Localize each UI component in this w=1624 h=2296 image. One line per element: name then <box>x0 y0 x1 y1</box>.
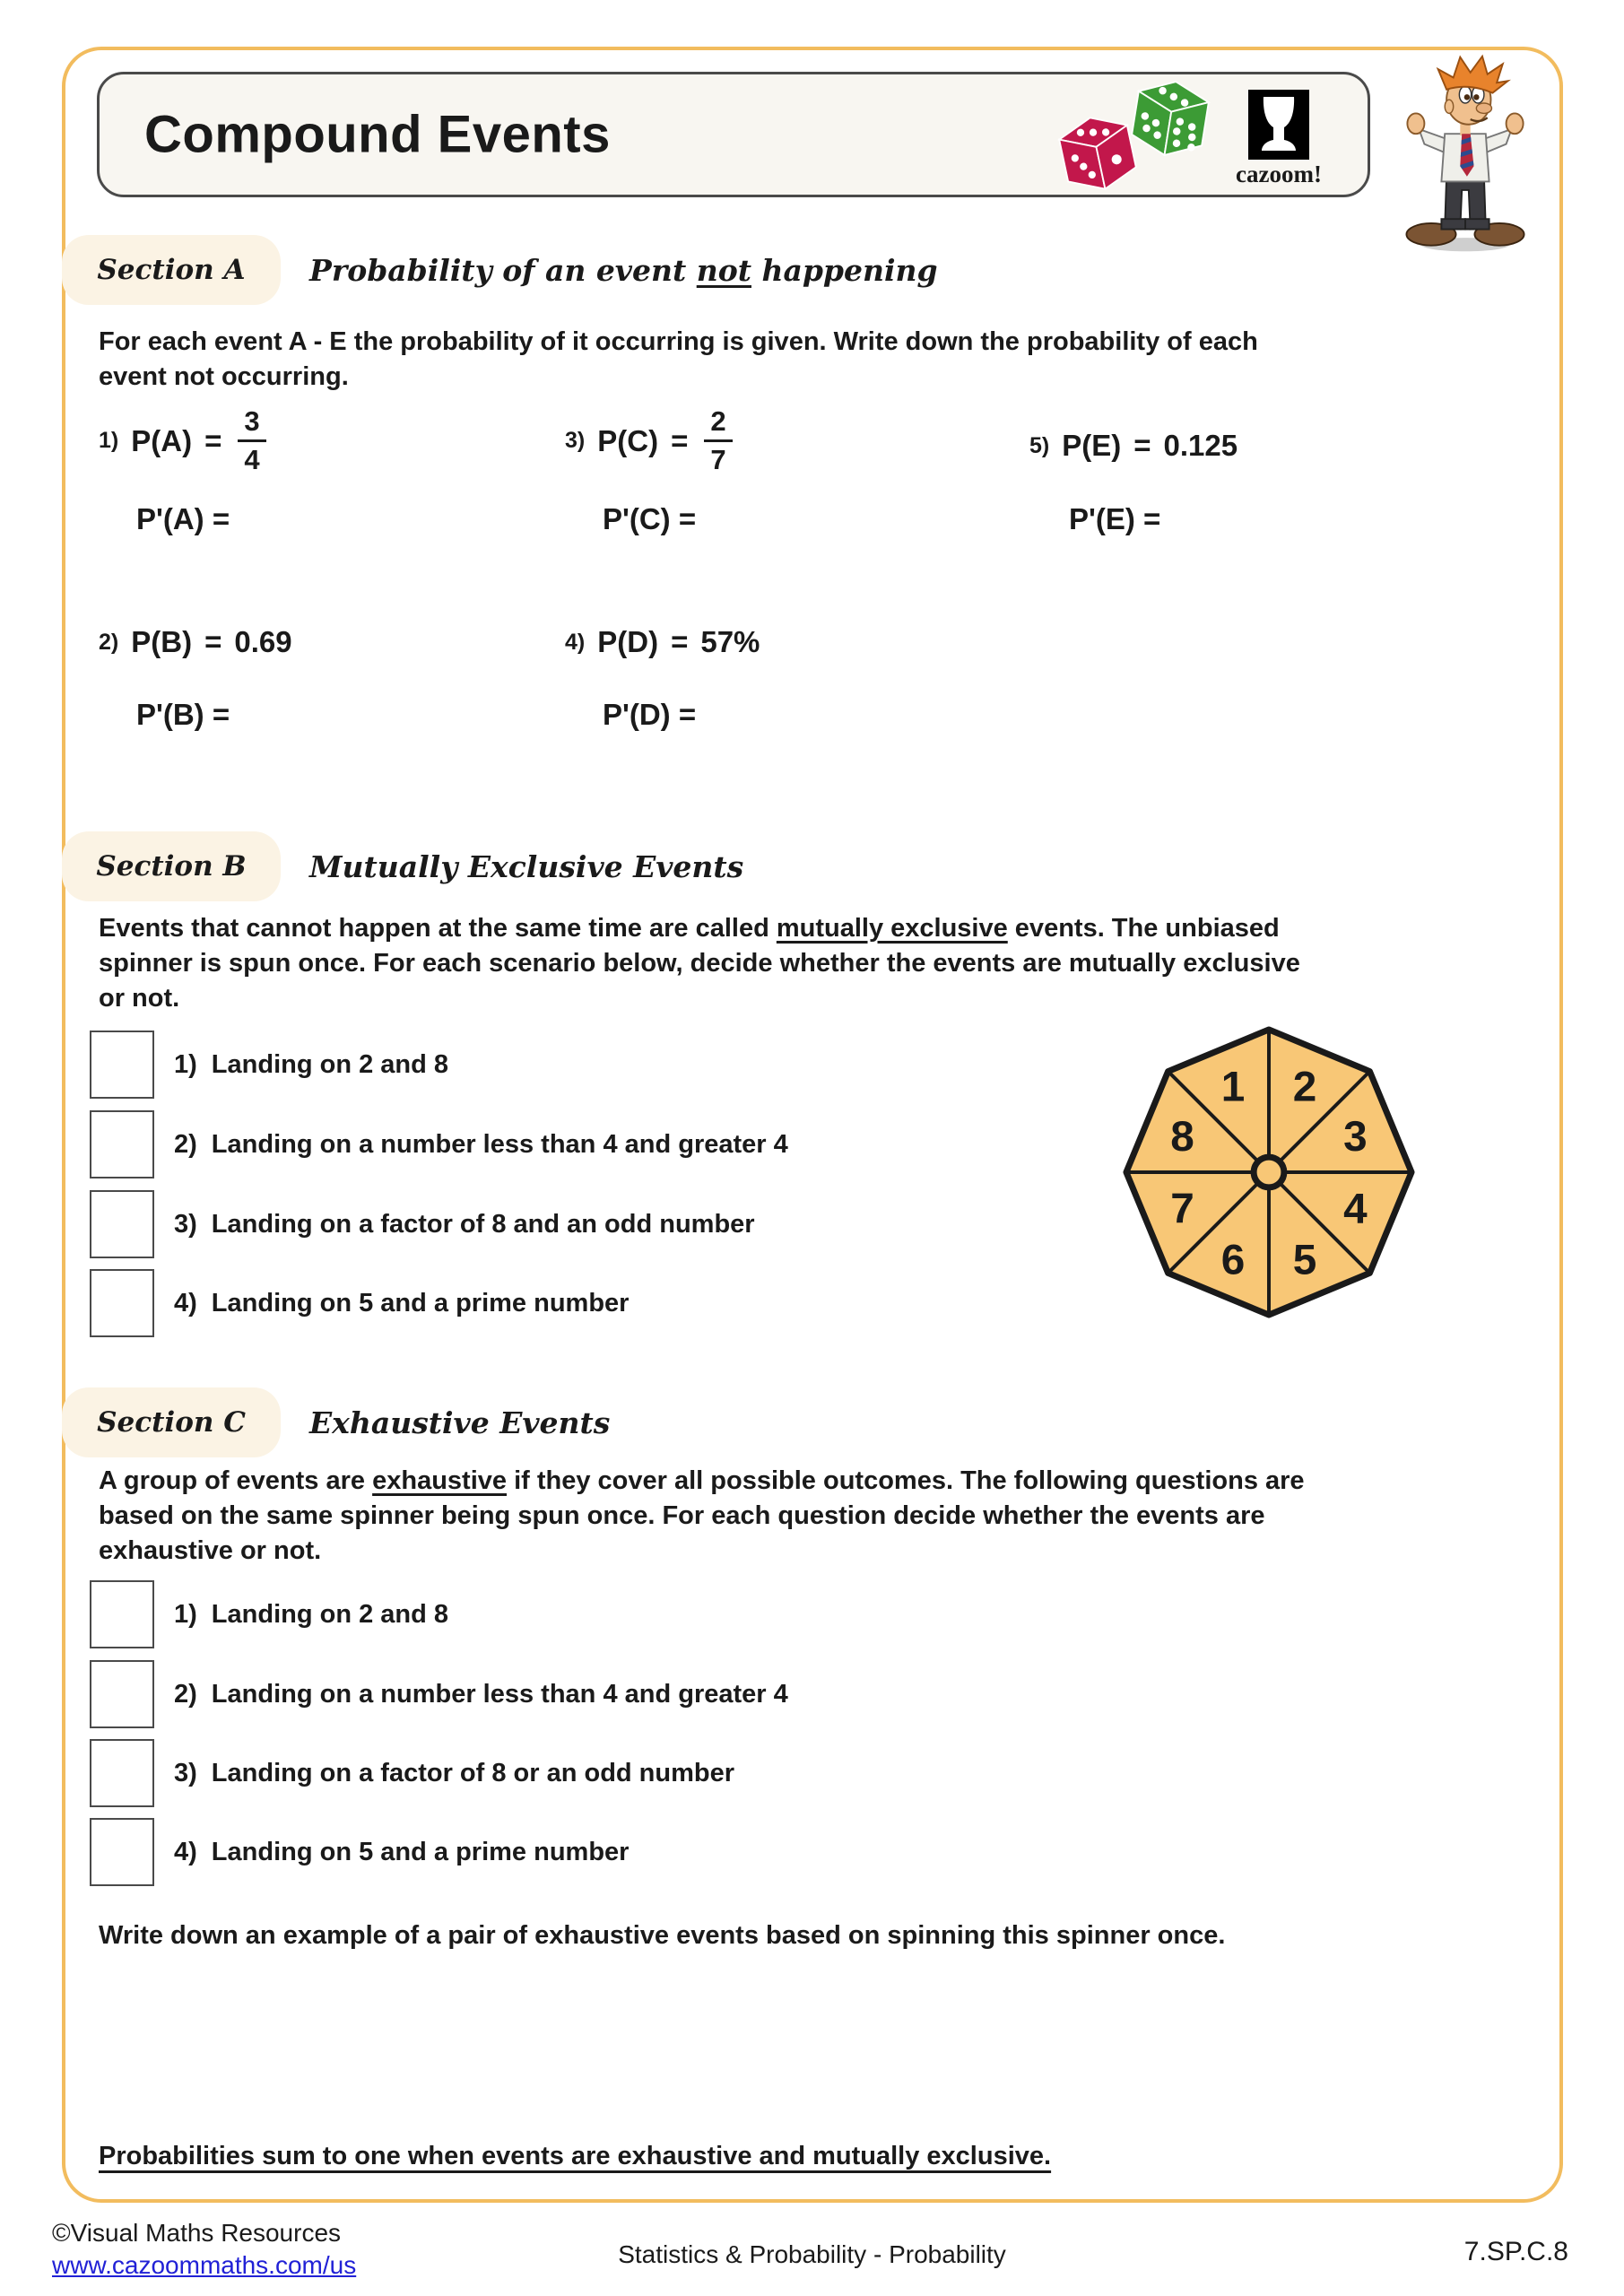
item-number: 2) <box>174 1679 197 1709</box>
green-die-cube <box>1130 76 1211 161</box>
problem-3 <box>565 405 733 476</box>
probability-expression: P(E) <box>1062 429 1122 462</box>
probability-value: 57% <box>700 625 760 658</box>
answer-box[interactable] <box>90 1269 154 1337</box>
section-a-intro: For each event A - E the probability of it occurring is given. Write down the probability of each event not occurring. <box>99 327 1258 391</box>
problem-number: 5) <box>1029 432 1050 458</box>
section-a-label: Section A <box>97 254 246 286</box>
cazoom-logo <box>1216 90 1342 188</box>
page-title: Compound Events <box>144 105 611 164</box>
spinner-number-6: 6 <box>1220 1236 1246 1284</box>
cazoom-logo-text: cazoom! <box>1236 161 1322 187</box>
spinner-number-7: 7 <box>1170 1185 1194 1233</box>
footer-subject: Statistics & Probability - Probability <box>618 2240 1006 2268</box>
item-number: 3) <box>174 1209 197 1239</box>
section-b-label-pill <box>62 831 281 901</box>
section-b-header <box>62 831 743 901</box>
item-number: 1) <box>174 1049 197 1079</box>
answer-box[interactable] <box>90 1818 154 1886</box>
item-text: Landing on a number less than 4 and greater 4 <box>211 1129 788 1159</box>
probability-expression: P(D) <box>597 625 659 658</box>
spinner-number-1: 1 <box>1220 1063 1246 1111</box>
item-number: 4) <box>174 1837 197 1866</box>
item-text: Landing on 2 and 8 <box>211 1599 449 1629</box>
section-c-write-prompt: Write down an example of a pair of exhaustive events based on spinning this spinner once. <box>99 1921 1226 1950</box>
item-number: 3) <box>174 1758 197 1787</box>
section-b-heading: Mutually Exclusive Events <box>309 848 744 884</box>
answer-box[interactable] <box>90 1739 154 1807</box>
problem-4 <box>565 625 760 659</box>
section-a-heading: Probability of an event not happening <box>309 252 938 288</box>
red-die-icon <box>1056 111 1139 196</box>
section-c-item-2 <box>90 1660 788 1728</box>
teacher-character-illustration <box>1397 52 1533 257</box>
character-pants <box>1441 177 1489 230</box>
equals-sign: = <box>671 423 689 457</box>
item-text: Landing on 5 and a prime number <box>211 1288 630 1318</box>
equals-sign: = <box>204 423 222 457</box>
problem-number: 2) <box>99 629 119 655</box>
spinner-number-2: 2 <box>1292 1063 1317 1111</box>
item-text: Landing on 2 and 8 <box>211 1049 449 1079</box>
problem-5 <box>1029 429 1238 463</box>
answer-box[interactable] <box>90 1190 154 1258</box>
section-b-item-4 <box>90 1269 629 1337</box>
spinner-center <box>1254 1157 1284 1187</box>
section-b-item-2 <box>90 1110 788 1178</box>
problem-1 <box>99 405 266 476</box>
spinner-graphic <box>1117 1021 1420 1324</box>
answer-prompt-c[interactable]: P'(C) = <box>603 502 697 535</box>
section-b-intro: Events that cannot happen at the same time are called mutually exclusive events. The unbiased spinner is spun once. For each scenario below, decide whether the events are mutually exclusive or not. <box>99 914 1300 1013</box>
answer-prompt-e[interactable]: P'(E) = <box>1069 502 1161 535</box>
probability-expression: P(A) <box>131 423 193 457</box>
probability-expression: P(B) <box>131 625 193 658</box>
section-b-label: Section B <box>96 850 247 883</box>
equals-sign: = <box>204 625 222 658</box>
item-number: 2) <box>174 1129 197 1159</box>
section-c-label: Section C <box>97 1406 246 1439</box>
spinner-number-3: 3 <box>1343 1113 1368 1161</box>
problem-number: 3) <box>565 428 586 453</box>
section-a-header <box>62 235 938 305</box>
item-text: Landing on a factor of 8 or an odd number <box>211 1758 735 1787</box>
section-c-heading: Exhaustive Events <box>309 1405 611 1440</box>
section-b-item-1 <box>90 1031 448 1099</box>
answer-prompt-b[interactable]: P'(B) = <box>136 698 230 731</box>
spinner-number-4: 4 <box>1343 1185 1368 1233</box>
section-c-item-3 <box>90 1739 734 1807</box>
fraction-numerator: 3 <box>244 405 260 437</box>
probability-value: 0.69 <box>234 625 292 658</box>
answer-prompt-a[interactable]: P'(A) = <box>136 502 230 535</box>
section-a-label-pill <box>62 235 281 305</box>
spinner-number-5: 5 <box>1292 1236 1317 1284</box>
item-number: 4) <box>174 1288 197 1318</box>
item-text: Landing on 5 and a prime number <box>211 1837 630 1866</box>
character-nose <box>1476 103 1491 113</box>
fraction <box>238 405 265 476</box>
character-hair <box>1438 57 1508 93</box>
footer-copyright: ©Visual Maths Resources <box>52 2219 342 2247</box>
section-c-item-1 <box>90 1580 448 1648</box>
fraction-numerator: 2 <box>710 405 726 437</box>
problem-number: 4) <box>565 629 586 655</box>
equals-sign: = <box>1133 429 1151 462</box>
item-text: Landing on a factor of 8 and an odd number <box>211 1209 755 1239</box>
probability-value: 0.125 <box>1163 429 1238 462</box>
red-die-cube <box>1056 111 1139 196</box>
answer-box[interactable] <box>90 1660 154 1728</box>
footer-standard: 7.SP.C.8 <box>1463 2237 1568 2266</box>
answer-box[interactable] <box>90 1031 154 1099</box>
section-c-label-pill <box>62 1387 281 1457</box>
item-text: Landing on a number less than 4 and greater 4 <box>211 1679 788 1709</box>
fraction-denominator: 7 <box>704 439 732 476</box>
spinner-number-8: 8 <box>1170 1113 1194 1161</box>
problem-2 <box>99 625 292 659</box>
fraction-denominator: 4 <box>238 439 265 476</box>
section-c-header <box>62 1387 610 1457</box>
equals-sign: = <box>671 625 689 658</box>
section-c-item-4 <box>90 1818 629 1886</box>
section-c-intro: A group of events are exhaustive if they cover all possible outcomes. The following questions are based on the same spinner being spun once. For each question decide whether the events are exhaustive or not. <box>99 1466 1305 1565</box>
problem-number: 1) <box>99 428 119 453</box>
green-die-icon <box>1128 75 1212 161</box>
answer-box[interactable] <box>90 1580 154 1648</box>
fraction <box>704 405 732 476</box>
goblet-icon <box>1248 90 1309 160</box>
item-number: 1) <box>174 1599 197 1629</box>
answer-box[interactable] <box>90 1110 154 1178</box>
probability-note: Probabilities sum to one when events are exhaustive and mutually exclusive. <box>99 2142 1052 2170</box>
footer-link[interactable]: www.cazoommaths.com/us <box>52 2251 357 2279</box>
probability-expression: P(C) <box>597 423 659 457</box>
answer-prompt-d[interactable]: P'(D) = <box>603 698 697 731</box>
section-b-item-3 <box>90 1190 755 1258</box>
